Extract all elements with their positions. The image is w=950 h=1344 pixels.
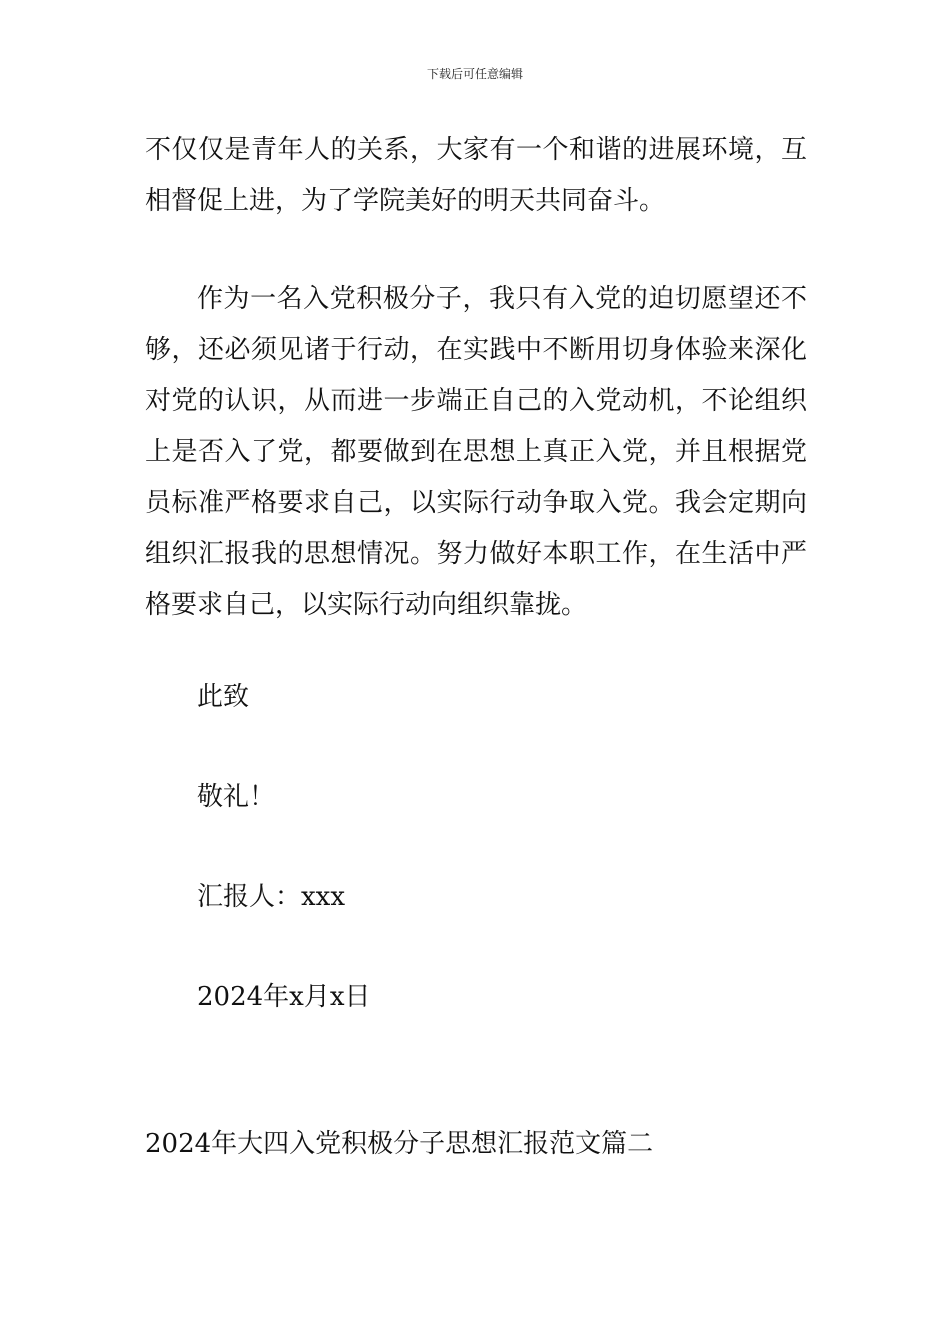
reporter-signature: 汇报人：xxx	[197, 882, 345, 912]
closing-respect: 敬礼！	[197, 782, 276, 812]
next-section-title: 2024年大四入党积极分子思想汇报范文篇二	[145, 1129, 654, 1159]
paragraph-continuation: 不仅仅是青年人的关系，大家有一个和谐的进展环境，互相督促上进，为了学院美好的明天共同奋斗。	[145, 135, 807, 216]
page-header-note: 下载后可任意编辑	[426, 67, 523, 81]
report-date: 2024年x月x日	[197, 982, 371, 1012]
paragraph-main: 作为一名入党积极分子，我只有入党的迫切愿望还不够，还必须见诸于行动，在实践中不断用切身体验来深化对党的认识，从而进一步端正自己的入党动机，不论组织上是否入了党，都要做到在思想上真正入党，并且根据党员标准严格要求自己，以实际行动争取入党。我会定期向组织汇报我的思想情况。努力做好本职工作，在生活中严格要求自己，以实际行动向组织靠拢。	[145, 284, 807, 620]
closing-salutation: 此致	[197, 682, 250, 712]
